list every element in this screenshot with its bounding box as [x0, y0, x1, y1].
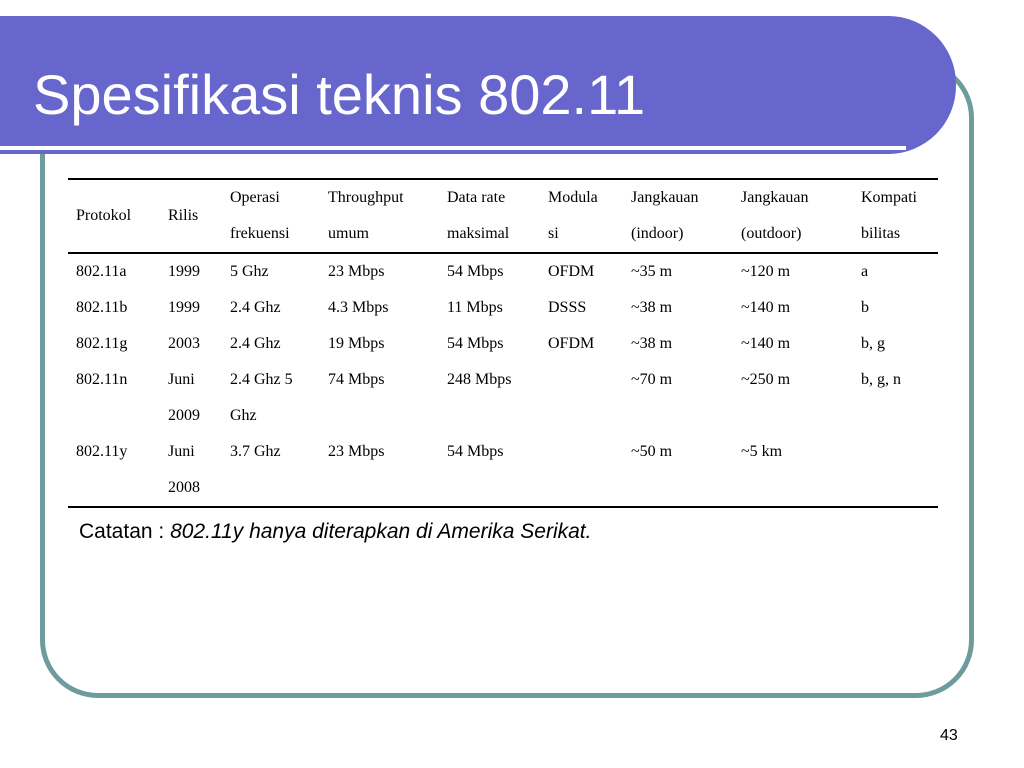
table-cell [68, 434, 160, 507]
table-cell [623, 326, 733, 362]
cell-line: Ghz [230, 407, 257, 424]
cell-line: 54 Mbps [447, 443, 504, 460]
column-header-line: Operasi [230, 189, 280, 206]
cell-line: 802.11g [76, 335, 128, 352]
cell-line: ~38 m [631, 299, 673, 316]
table-cell [439, 434, 540, 507]
cell-line: 23 Mbps [328, 443, 385, 460]
table-cell [68, 253, 160, 290]
column-header-line: Jangkauan [631, 189, 699, 206]
column-header-line: Modula [548, 189, 598, 206]
cell-line: ~140 m [741, 335, 791, 352]
column-header-line: Jangkauan [741, 189, 809, 206]
cell-line: 5 Ghz [230, 263, 269, 280]
cell-line: 19 Mbps [328, 335, 385, 352]
cell-line: 802.11a [76, 263, 127, 280]
title-band [0, 16, 956, 154]
cell-line: 2.4 Ghz [230, 299, 281, 316]
cell-line: Juni [168, 443, 195, 460]
table-cell [853, 362, 938, 434]
cell-line: b, g, n [861, 371, 901, 388]
column-header-line: Data rate [447, 189, 506, 206]
table-cell [160, 253, 222, 290]
cell-line: 248 Mbps [447, 371, 512, 388]
column-header-line: umum [328, 225, 369, 242]
slide-title: Spesifikasi teknis 802.11 [33, 63, 646, 126]
cell-line: 802.11b [76, 299, 128, 316]
cell-line: OFDM [548, 263, 595, 280]
table-cell [623, 290, 733, 326]
cell-line: 2.4 Ghz [230, 335, 281, 352]
table-cell [439, 290, 540, 326]
cell-line: Juni [168, 371, 195, 388]
header-row [68, 179, 938, 253]
column-header [160, 179, 222, 253]
cell-line: 2009 [168, 407, 200, 424]
column-header [540, 179, 623, 253]
column-header-line: Rilis [168, 207, 199, 224]
table-cell [320, 434, 439, 507]
column-header-line: si [548, 225, 559, 242]
table-cell [540, 290, 623, 326]
table-cell [733, 290, 853, 326]
table-cell [68, 362, 160, 434]
column-header-line: Throughput [328, 189, 404, 206]
cell-line: 2.4 Ghz 5 [230, 371, 293, 388]
table-cell [320, 326, 439, 362]
table-row [68, 290, 938, 326]
table-cell [320, 290, 439, 326]
cell-line: ~38 m [631, 335, 673, 352]
cell-line: 11 Mbps [447, 299, 503, 316]
table-cell [222, 290, 320, 326]
column-header-line: maksimal [447, 225, 510, 242]
cell-line: ~120 m [741, 263, 791, 280]
table-cell [222, 326, 320, 362]
cell-line: ~5 km [741, 443, 783, 460]
table-cell [160, 434, 222, 507]
cell-line: 54 Mbps [447, 263, 504, 280]
table-row [68, 362, 938, 434]
cell-line: 2008 [168, 479, 200, 496]
table-cell [623, 434, 733, 507]
column-header-line: (indoor) [631, 225, 684, 242]
column-header [853, 179, 938, 253]
table-cell [160, 326, 222, 362]
cell-line: 3.7 Ghz [230, 443, 281, 460]
cell-line: 2003 [168, 335, 200, 352]
table-cell [320, 362, 439, 434]
footnote-text: 802.11y hanya diterapkan di Amerika Serikat. [170, 520, 592, 543]
column-header-line: (outdoor) [741, 225, 802, 242]
column-header [320, 179, 439, 253]
table-cell [439, 362, 540, 434]
table-cell [733, 362, 853, 434]
table-cell [853, 434, 938, 507]
table-header [68, 179, 938, 253]
cell-line: OFDM [548, 335, 595, 352]
column-header [439, 179, 540, 253]
cell-line: DSSS [548, 299, 587, 316]
table-cell [623, 362, 733, 434]
cell-line: 802.11y [76, 443, 128, 460]
page-number: 43 [940, 727, 958, 744]
table-cell [439, 253, 540, 290]
cell-line: 4.3 Mbps [328, 299, 389, 316]
cell-line: ~35 m [631, 263, 673, 280]
table-cell [160, 290, 222, 326]
column-header-line: frekuensi [230, 225, 290, 242]
table-cell [68, 290, 160, 326]
table-cell [222, 362, 320, 434]
table-cell [439, 326, 540, 362]
column-header [733, 179, 853, 253]
table-cell [853, 253, 938, 290]
table-body [68, 253, 938, 507]
cell-line: b [861, 299, 869, 316]
table-cell [160, 362, 222, 434]
table-cell [853, 290, 938, 326]
column-header [222, 179, 320, 253]
cell-line: a [861, 263, 869, 280]
cell-line: ~70 m [631, 371, 673, 388]
column-header-line: bilitas [861, 225, 901, 242]
column-header-line: Kompati [861, 189, 917, 206]
table-cell [540, 362, 623, 434]
column-header [68, 179, 160, 253]
column-header-line: Protokol [76, 207, 132, 224]
cell-line: 54 Mbps [447, 335, 504, 352]
table-cell [540, 434, 623, 507]
spec-table [68, 178, 938, 508]
table-cell [540, 326, 623, 362]
table-cell [222, 434, 320, 507]
column-header [623, 179, 733, 253]
table-cell [222, 253, 320, 290]
table-cell [853, 326, 938, 362]
table-cell [540, 253, 623, 290]
cell-line: ~250 m [741, 371, 791, 388]
table-cell [733, 326, 853, 362]
table-cell [320, 253, 439, 290]
table-cell [68, 326, 160, 362]
table-cell [733, 253, 853, 290]
table-cell [733, 434, 853, 507]
cell-line: ~50 m [631, 443, 673, 460]
cell-line: b, g [861, 335, 885, 352]
cell-line: 802.11n [76, 371, 128, 388]
table-row [68, 326, 938, 362]
cell-line: 23 Mbps [328, 263, 385, 280]
footnote-prefix: Catatan : [79, 520, 171, 543]
cell-line: 1999 [168, 263, 200, 280]
table-row [68, 434, 938, 507]
table-row [68, 253, 938, 290]
cell-line: ~140 m [741, 299, 791, 316]
table-cell [623, 253, 733, 290]
cell-line: 74 Mbps [328, 371, 385, 388]
title-underline [0, 146, 906, 150]
cell-line: 1999 [168, 299, 200, 316]
footnote [79, 520, 591, 544]
